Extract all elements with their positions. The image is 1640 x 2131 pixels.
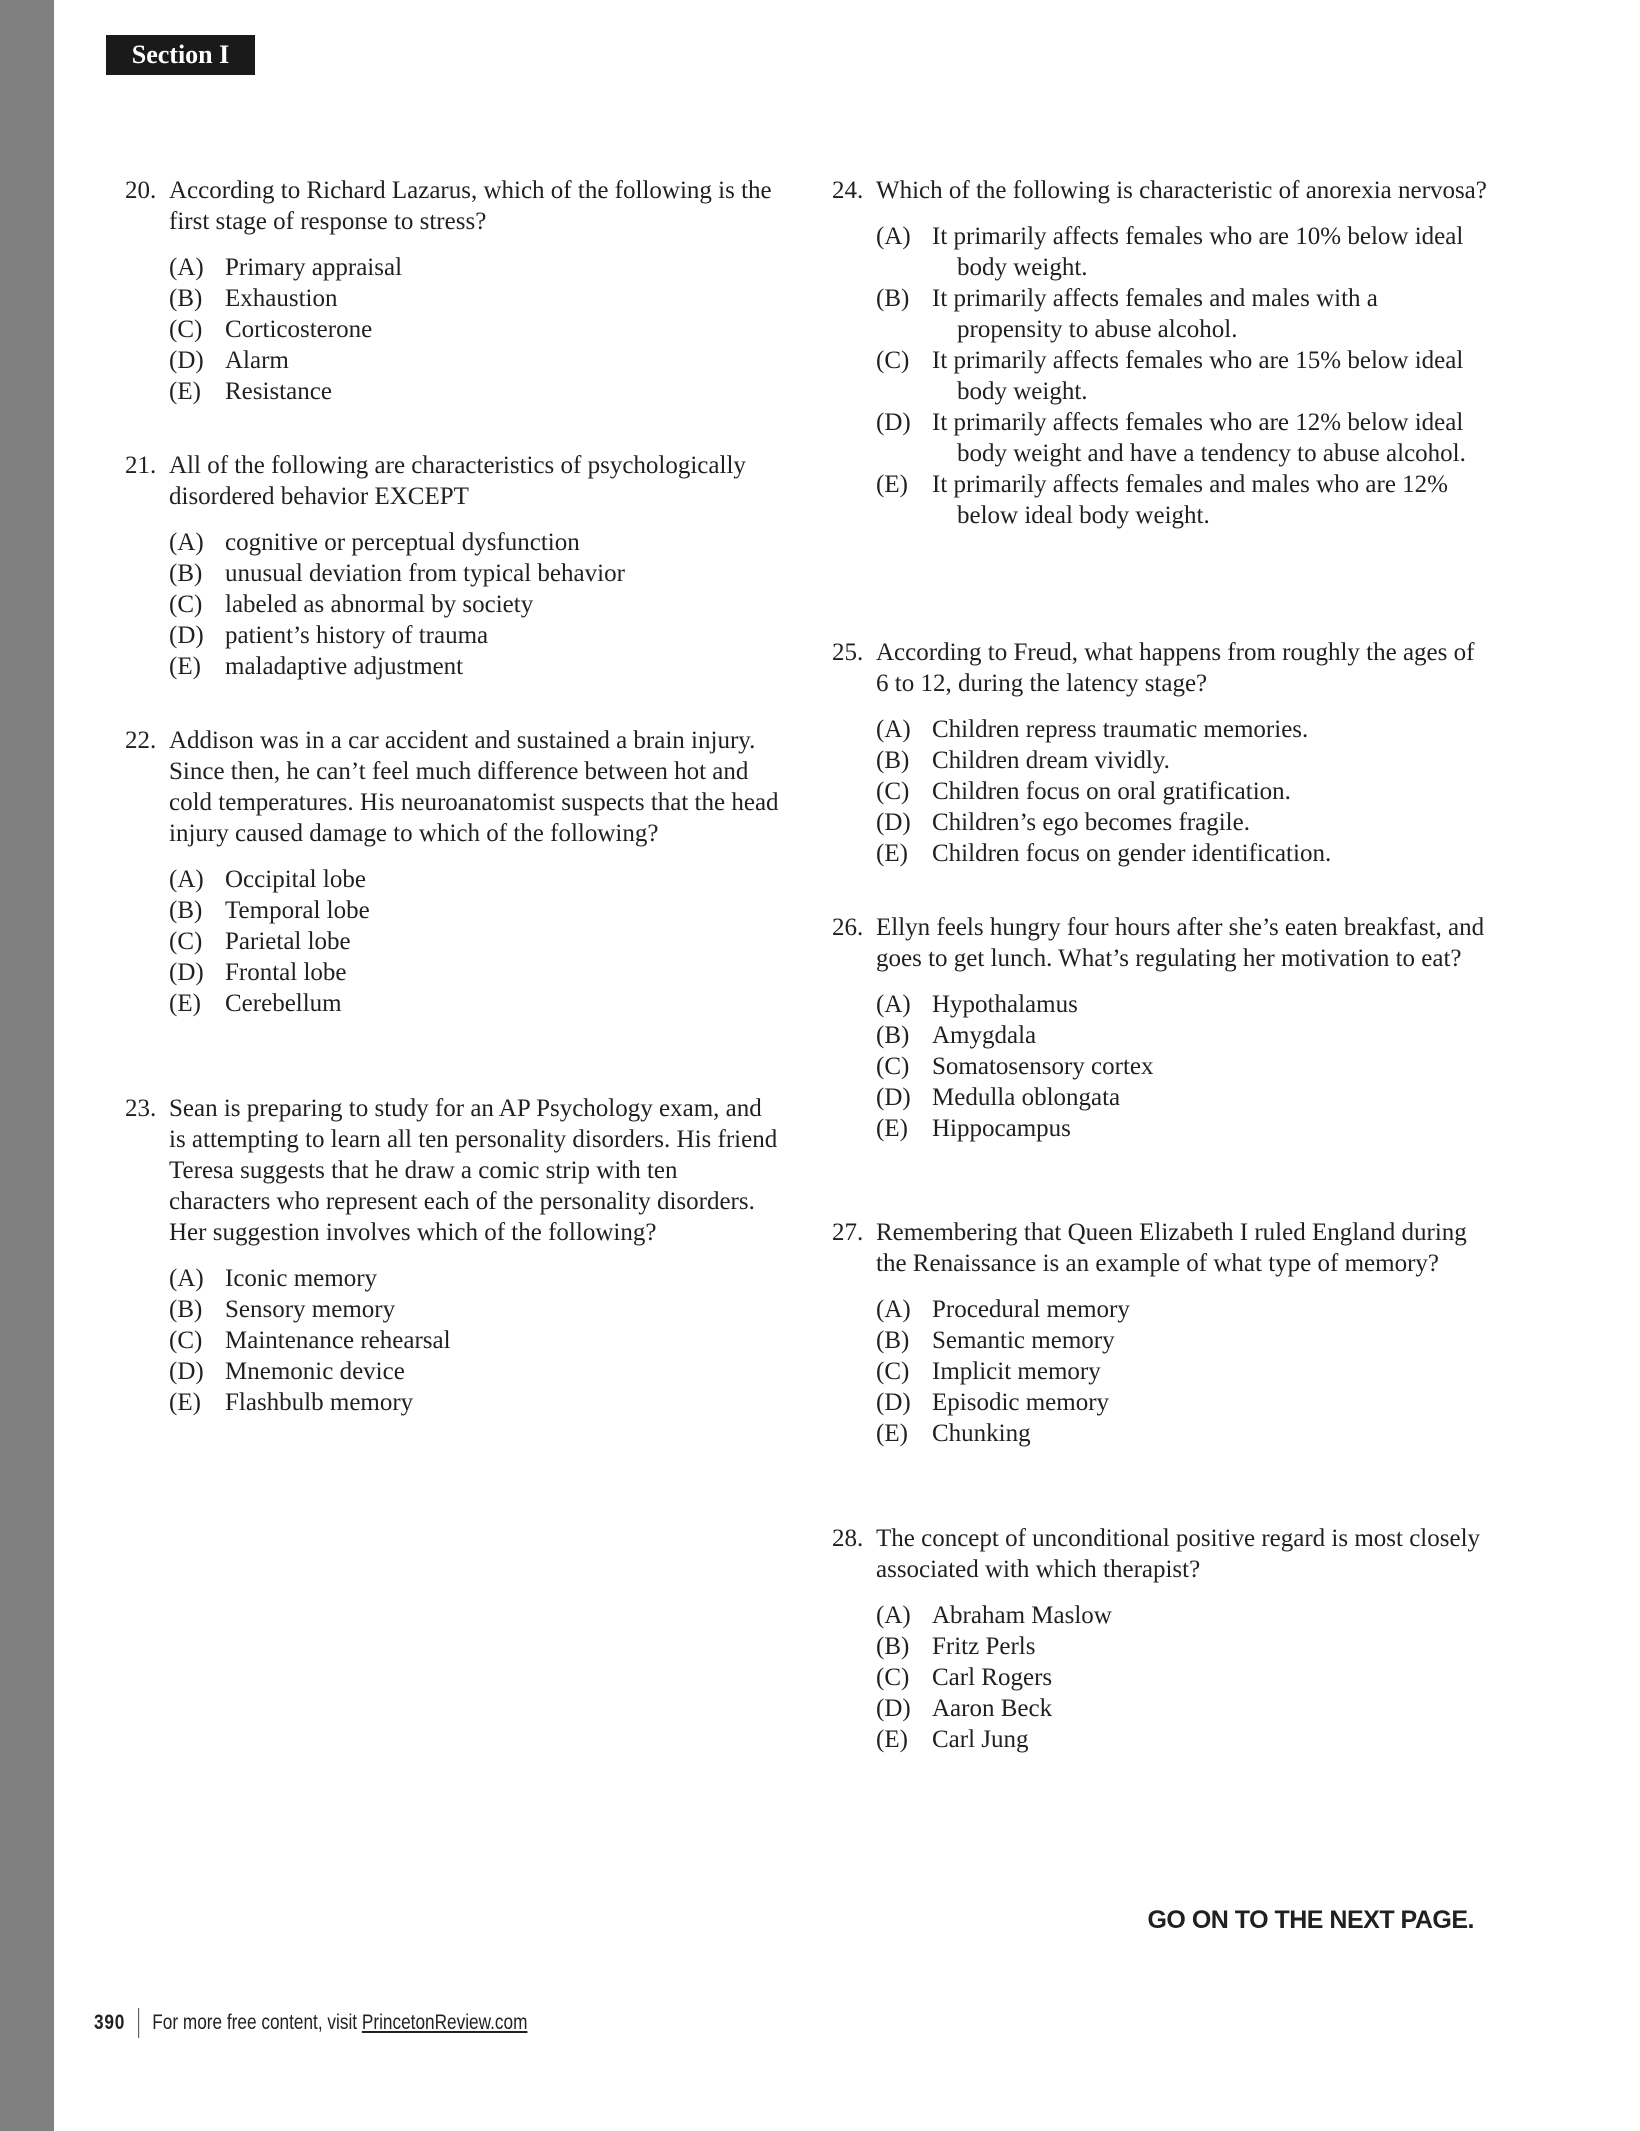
- answer-option[interactable]: [876, 1662, 1492, 1693]
- option-text: Resistance: [225, 378, 332, 405]
- option-letter: (D): [876, 809, 911, 836]
- option-letter: (D): [876, 1084, 911, 1111]
- option-text: It primarily affects females and males who are 12% below ideal body weight.: [932, 471, 1449, 529]
- answer-option[interactable]: [169, 314, 785, 345]
- answer-option[interactable]: [876, 1082, 1492, 1113]
- answer-option[interactable]: [169, 620, 785, 651]
- question-stem: Remembering that Queen Elizabeth I ruled England during the Renaissance is an example of what type of memory?: [876, 1219, 1467, 1277]
- answer-option[interactable]: [169, 527, 785, 558]
- option-text: maladaptive adjustment: [225, 653, 464, 680]
- answer-option[interactable]: [876, 407, 1492, 469]
- answer-option[interactable]: [876, 221, 1492, 283]
- option-text: It primarily affects females who are 10% below ideal body weight.: [932, 223, 1464, 281]
- option-text: Frontal lobe: [225, 959, 347, 986]
- option-letter: (D): [876, 1695, 911, 1722]
- answer-option[interactable]: [169, 1356, 785, 1387]
- option-letter: (C): [169, 1327, 203, 1354]
- answer-options: [169, 1263, 785, 1418]
- question-stem: All of the following are characteristics of psychologically disordered behavior EXCEPT: [169, 452, 746, 510]
- option-letter: (A): [169, 866, 204, 893]
- option-text: patient’s history of trauma: [225, 622, 489, 649]
- option-text: Carl Jung: [932, 1726, 1029, 1753]
- question-number: 21.: [125, 452, 157, 479]
- option-letter: (C): [169, 928, 203, 955]
- answer-option[interactable]: [169, 345, 785, 376]
- answer-option[interactable]: [169, 1387, 785, 1418]
- answer-option[interactable]: [876, 989, 1492, 1020]
- option-text: Children focus on gender identification.: [932, 840, 1332, 867]
- answer-option[interactable]: [169, 1263, 785, 1294]
- answer-options: [169, 864, 785, 1019]
- option-text: Hippocampus: [932, 1115, 1071, 1142]
- option-text: Maintenance rehearsal: [225, 1327, 451, 1354]
- footer-divider: [138, 2008, 139, 2038]
- option-letter: (D): [169, 622, 204, 649]
- option-text: Children repress traumatic memories.: [932, 716, 1309, 743]
- option-text: Exhaustion: [225, 285, 338, 312]
- option-letter: (E): [876, 1115, 908, 1142]
- question-24: [832, 175, 1492, 531]
- answer-option[interactable]: [169, 252, 785, 283]
- answer-option[interactable]: [876, 345, 1492, 407]
- princeton-review-link[interactable]: PrincetonReview.com: [361, 2011, 528, 2034]
- option-letter: (E): [169, 378, 201, 405]
- answer-options: [169, 527, 785, 682]
- option-letter: (E): [169, 653, 201, 680]
- answer-option[interactable]: [876, 807, 1492, 838]
- option-letter: (B): [876, 1633, 910, 1660]
- question-stem: Addison was in a car accident and sustained a brain injury. Since then, he can’t feel much difference between hot and cold temperatures. His neuroanatomist suspects that the head injury caused damage to which of the following?: [169, 727, 779, 847]
- option-text: It primarily affects females and males with a propensity to abuse alcohol.: [932, 285, 1378, 343]
- question-number: 28.: [832, 1525, 864, 1552]
- answer-option[interactable]: [876, 1387, 1492, 1418]
- answer-option[interactable]: [876, 283, 1492, 345]
- answer-option[interactable]: [169, 957, 785, 988]
- option-text: Somatosensory cortex: [932, 1053, 1154, 1080]
- question-21: [125, 450, 785, 682]
- option-text: It primarily affects females who are 12% below ideal body weight and have a tendency to abuse alcohol.: [932, 409, 1466, 467]
- option-letter: (D): [169, 959, 204, 986]
- answer-option[interactable]: [876, 1356, 1492, 1387]
- option-text: Mnemonic device: [225, 1358, 405, 1385]
- option-letter: (B): [876, 1327, 910, 1354]
- option-text: Occipital lobe: [225, 866, 366, 893]
- option-letter: (E): [876, 1420, 908, 1447]
- option-letter: (C): [876, 1358, 910, 1385]
- option-text: Children’s ego becomes fragile.: [932, 809, 1250, 836]
- answer-options: [876, 989, 1492, 1144]
- option-text: Corticosterone: [225, 316, 373, 343]
- question-20: [125, 175, 785, 407]
- option-text: Carl Rogers: [932, 1664, 1053, 1691]
- answer-option[interactable]: [876, 1631, 1492, 1662]
- option-letter: (B): [169, 560, 203, 587]
- option-text: Flashbulb memory: [225, 1389, 414, 1416]
- option-letter: (A): [876, 716, 911, 743]
- answer-option[interactable]: [876, 1418, 1492, 1449]
- answer-option[interactable]: [169, 651, 785, 682]
- option-letter: (E): [876, 840, 908, 867]
- answer-option[interactable]: [169, 589, 785, 620]
- option-text: Sensory memory: [225, 1296, 396, 1323]
- answer-options: [169, 252, 785, 407]
- option-letter: (E): [169, 990, 201, 1017]
- answer-option[interactable]: [876, 1325, 1492, 1356]
- option-letter: (E): [876, 471, 908, 498]
- question-25: [832, 637, 1492, 869]
- footer: [94, 2008, 527, 2038]
- answer-option[interactable]: [169, 895, 785, 926]
- question-number: 23.: [125, 1095, 157, 1122]
- question-number: 24.: [832, 177, 864, 204]
- question-26: [832, 912, 1492, 1144]
- option-letter: (D): [169, 1358, 204, 1385]
- option-text: Medulla oblongata: [932, 1084, 1121, 1111]
- answer-option[interactable]: [876, 1020, 1492, 1051]
- answer-option[interactable]: [876, 1600, 1492, 1631]
- option-text: Iconic memory: [225, 1265, 378, 1292]
- option-letter: (A): [169, 254, 204, 281]
- question-number: 26.: [832, 914, 864, 941]
- option-text: unusual deviation from typical behavior: [225, 560, 625, 587]
- footer-text: For more free content, visit: [152, 2011, 362, 2034]
- option-letter: (D): [876, 1389, 911, 1416]
- option-text: labeled as abnormal by society: [225, 591, 534, 618]
- question-stem: Which of the following is characteristic of anorexia nervosa?: [876, 177, 1487, 204]
- option-letter: (A): [876, 1602, 911, 1629]
- option-letter: (B): [169, 285, 203, 312]
- answer-option[interactable]: [876, 1724, 1492, 1755]
- answer-options: [876, 1294, 1492, 1449]
- option-text: Implicit memory: [932, 1358, 1101, 1385]
- answer-option[interactable]: [876, 776, 1492, 807]
- option-text: Abraham Maslow: [932, 1602, 1112, 1629]
- option-text: Amygdala: [932, 1022, 1037, 1049]
- option-letter: (C): [876, 778, 910, 805]
- question-27: [832, 1217, 1492, 1449]
- question-number: 22.: [125, 727, 157, 754]
- answer-options: [876, 714, 1492, 869]
- option-text: Aaron Beck: [932, 1695, 1053, 1722]
- answer-option[interactable]: [169, 283, 785, 314]
- answer-option[interactable]: [876, 469, 1492, 531]
- option-letter: (A): [169, 1265, 204, 1292]
- option-text: Hypothalamus: [932, 991, 1078, 1018]
- answer-option[interactable]: [169, 926, 785, 957]
- question-28: [832, 1523, 1492, 1755]
- question-stem: According to Freud, what happens from roughly the ages of 6 to 12, during the latency stage?: [876, 639, 1475, 697]
- option-letter: (C): [876, 1053, 910, 1080]
- question-stem: According to Richard Lazarus, which of the following is the first stage of response to stress?: [169, 177, 772, 235]
- answer-option[interactable]: [876, 745, 1492, 776]
- option-letter: (B): [169, 897, 203, 924]
- option-text: Procedural memory: [932, 1296, 1130, 1323]
- go-on-notice: GO ON TO THE NEXT PAGE.: [1147, 1906, 1474, 1934]
- answer-options: [876, 221, 1492, 531]
- answer-option[interactable]: [876, 714, 1492, 745]
- option-letter: (E): [876, 1726, 908, 1753]
- answer-option[interactable]: [876, 1693, 1492, 1724]
- question-number: 27.: [832, 1219, 864, 1246]
- option-text: It primarily affects females who are 15% below ideal body weight.: [932, 347, 1464, 405]
- answer-option[interactable]: [169, 1294, 785, 1325]
- option-letter: (B): [876, 285, 910, 312]
- option-letter: (D): [876, 409, 911, 436]
- option-letter: (C): [876, 1664, 910, 1691]
- section-label: Section I: [106, 35, 255, 75]
- option-letter: (C): [169, 316, 203, 343]
- option-letter: (A): [876, 223, 911, 250]
- option-text: cognitive or perceptual dysfunction: [225, 529, 580, 556]
- option-text: Episodic memory: [932, 1389, 1110, 1416]
- answer-option[interactable]: [876, 1051, 1492, 1082]
- page-number: 390: [94, 2011, 126, 2034]
- answer-option[interactable]: [169, 1325, 785, 1356]
- answer-option[interactable]: [169, 376, 785, 407]
- answer-option[interactable]: [876, 1294, 1492, 1325]
- question-stem: The concept of unconditional positive regard is most closely associated with which therapist?: [876, 1525, 1481, 1583]
- option-letter: (E): [169, 1389, 201, 1416]
- option-text: Chunking: [932, 1420, 1031, 1447]
- option-text: Temporal lobe: [225, 897, 370, 924]
- option-letter: (D): [169, 347, 204, 374]
- answer-options: [876, 1600, 1492, 1755]
- option-text: Primary appraisal: [225, 254, 403, 281]
- question-stem: Ellyn feels hungry four hours after she’s eaten breakfast, and goes to get lunch. What’s regulating her motivation to eat?: [876, 914, 1485, 972]
- option-letter: (B): [876, 1022, 910, 1049]
- answer-option[interactable]: [876, 1113, 1492, 1144]
- question-number: 25.: [832, 639, 864, 666]
- option-letter: (A): [169, 529, 204, 556]
- answer-option[interactable]: [169, 988, 785, 1019]
- page-gutter: [0, 0, 54, 2131]
- option-text: Children dream vividly.: [932, 747, 1170, 774]
- option-text: Children focus on oral gratification.: [932, 778, 1291, 805]
- option-text: Fritz Perls: [932, 1633, 1036, 1660]
- answer-option[interactable]: [169, 558, 785, 589]
- option-text: Cerebellum: [225, 990, 342, 1017]
- question-22: [125, 725, 785, 1019]
- option-text: Alarm: [225, 347, 289, 374]
- question-stem: Sean is preparing to study for an AP Psychology exam, and is attempting to learn all ten personality disorders. His friend Teresa suggests that he draw a comic strip with ten characters who represent each of the personality disorders. Her suggestion involves which of the following?: [169, 1095, 778, 1246]
- option-letter: (C): [876, 347, 910, 374]
- option-letter: (B): [876, 747, 910, 774]
- option-text: Parietal lobe: [225, 928, 351, 955]
- option-letter: (A): [876, 1296, 911, 1323]
- option-letter: (C): [169, 591, 203, 618]
- answer-option[interactable]: [876, 838, 1492, 869]
- question-number: 20.: [125, 177, 157, 204]
- option-letter: (A): [876, 991, 911, 1018]
- option-text: Semantic memory: [932, 1327, 1115, 1354]
- question-23: [125, 1093, 785, 1418]
- answer-option[interactable]: [169, 864, 785, 895]
- option-letter: (B): [169, 1296, 203, 1323]
